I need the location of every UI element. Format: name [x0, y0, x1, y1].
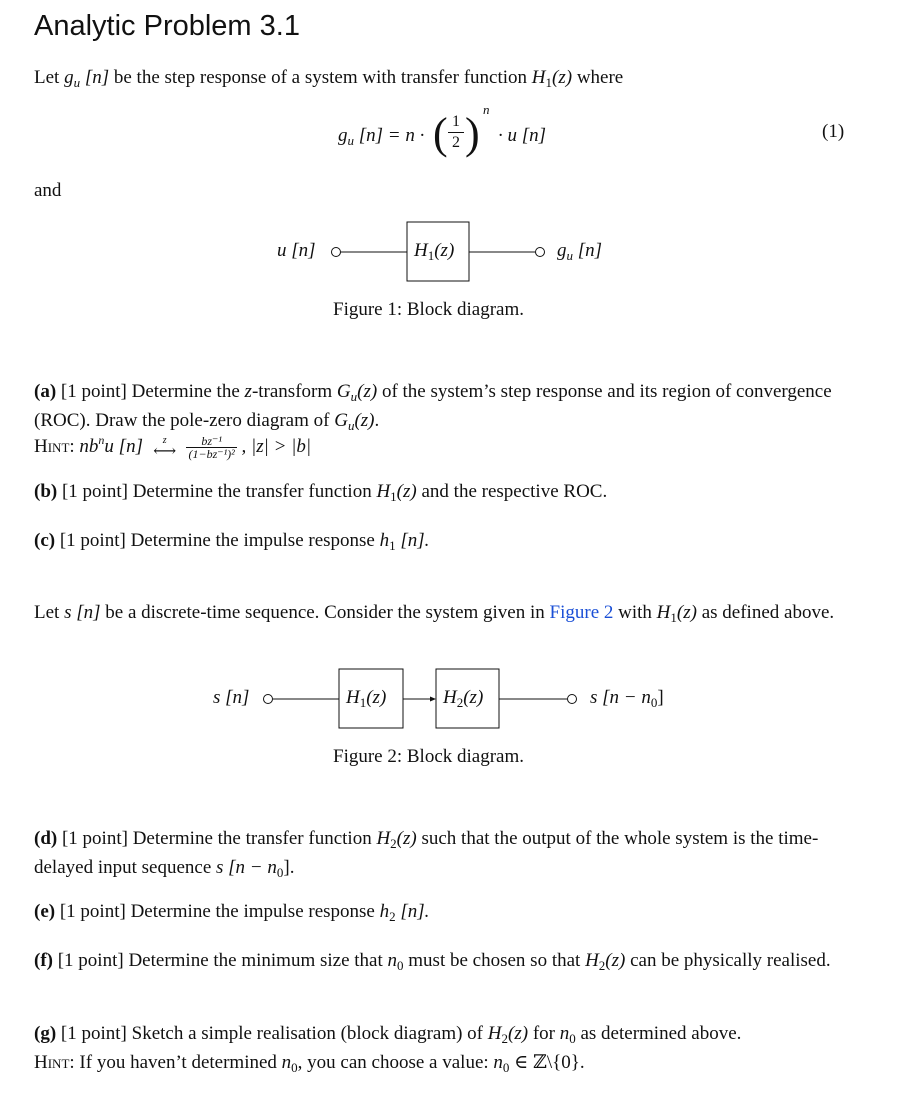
- z-transform-arrow: z ⟷: [153, 434, 177, 460]
- fig2-arrowhead: [430, 697, 436, 702]
- intro-paragraph: Let $g_u$ [n] be the step response of a system with transfer function $H_1(z)$ where: [34, 67, 624, 90]
- intro-2-paragraph: Let s [n] be a discrete-time sequence. Consider the system given in Figure 2 with $H_1(z)$ as defined above.: [34, 602, 835, 625]
- part-e: (e) [1 point] Determine the impulse response $h_2$ [n].: [34, 901, 430, 924]
- page-title: Analytic Problem 3.1: [34, 10, 300, 42]
- figure-2-link[interactable]: Figure 2: [549, 602, 614, 623]
- part-b: (b) [1 point] Determine the transfer function $H_1(z)$ and the respective ROC.: [34, 481, 608, 504]
- fig1-input-label: u [n]: [277, 240, 316, 261]
- equation-number: (1): [822, 121, 845, 142]
- part-a-hint: Hint: $nb^nu$ [n] z ⟷ $\frac{\text{bz⁻¹}}{\text{(1−bz⁻¹)²}}$ , |z| > |b|: [34, 433, 312, 462]
- fig2-block-2-label: $H_2(z)$: [443, 687, 484, 710]
- fig2-input-label: s [n]: [213, 687, 250, 708]
- fig1-output-label: $g_u$ [n]: [557, 240, 603, 263]
- fig1-input-node: [332, 248, 341, 257]
- part-d: (d) [1 point] Determine the transfer function $H_2(z)$ such that the output of the whole system is the time-delayed input sequence s $[n - n_0]$.: [34, 828, 819, 880]
- hint-fraction: $\frac{\text{bz⁻¹}}{\text{(1−bz⁻¹)²}}$: [188, 434, 235, 462]
- part-g: (g) [1 point] Sketch a simple realisation (block diagram) of $H_2(z)$ for $n_0$ as determined above. Hint: If you haven’t determined $n_0$, you can choose a value: $n_0$ ∈ ℤ\{0}.: [34, 1023, 742, 1075]
- fig2-caption: Figure 2: Block diagram.: [333, 746, 525, 767]
- fig2-output-node: [568, 695, 577, 704]
- fig2-output-label: s $[n - n_0]$: [590, 687, 664, 710]
- fig2-block-1-label: $H_1(z)$: [346, 687, 387, 710]
- part-c: (c) [1 point] Determine the impulse response $h_1$ [n].: [34, 530, 430, 553]
- fig2-input-node: [264, 695, 273, 704]
- and-text: and: [34, 180, 62, 201]
- fig1-block-label: $H_1(z)$: [414, 240, 455, 263]
- part-f: (f) [1 point] Determine the minimum size that $n_0$ must be chosen so that $H_2(z)$ can be physically realised.: [34, 950, 831, 973]
- fig1-output-node: [536, 248, 545, 257]
- fig1-caption: Figure 1: Block diagram.: [333, 299, 525, 320]
- equation-1: $g_u$ [n] = n · ( 1 2 ) n · u [n]: [338, 102, 547, 158]
- part-a: (a) [1 point] Determine the z-transform $G_u(z)$ of the system’s step response and its region of convergence (ROC). Draw the pole-zero diagram of $G_u(z)$.: [34, 381, 832, 433]
